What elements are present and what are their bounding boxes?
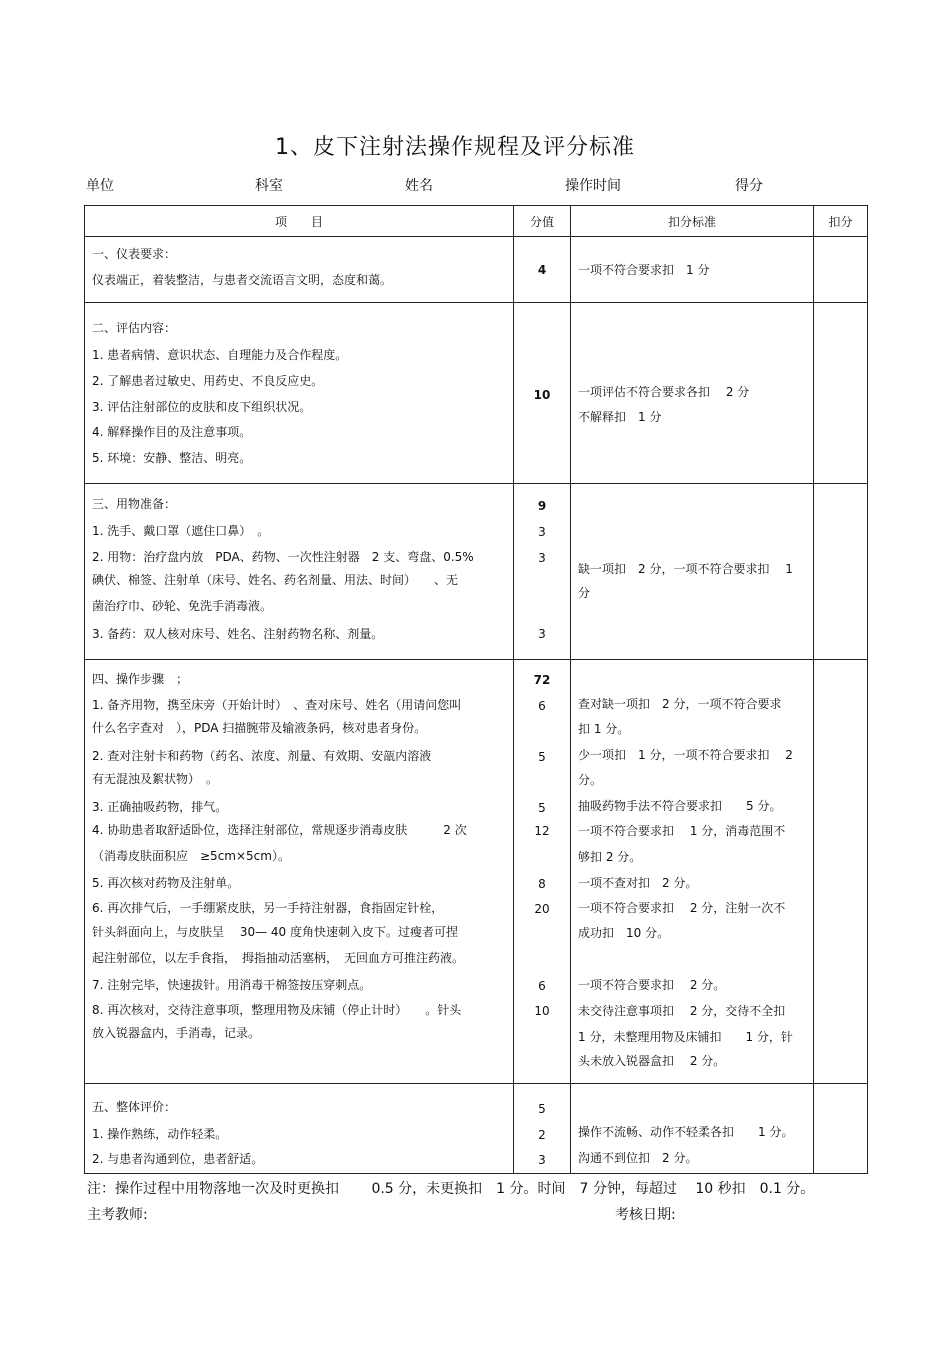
text-line: 什么名字查对 ），PDA 扫描腕带及输液条码，核对患者身份。 [92, 721, 427, 735]
operation-time-label: 操作时间 [565, 178, 621, 194]
text-line: 2. 了解患者过敏史、用药史、不良反应史。 [92, 374, 324, 388]
item-score: 10 [534, 1004, 550, 1018]
deduction-cell [814, 303, 868, 484]
text-line: 二、评估内容： [92, 321, 177, 335]
table-header-row [85, 206, 868, 237]
deduction-cell [814, 484, 868, 660]
criteria-line: 少一项扣 1 分，一项不符合要求扣 2 [578, 748, 793, 762]
text-line: 放入锐器盒内，手消毒，记录。 [92, 1026, 261, 1040]
text-line: 1. 洗手、戴口罩（遮住口鼻） 。 [92, 524, 270, 538]
text-line: 3. 正确抽吸药物，排气。 [92, 800, 228, 814]
criteria-line: 成功扣 10 分。 [578, 926, 670, 940]
text-line: 3. 评估注射部位的皮肤和皮下组织状况。 [92, 400, 312, 414]
item-score: 6 [538, 979, 546, 993]
score-label: 得分 [735, 178, 763, 194]
item-score: 12 [534, 824, 550, 838]
text-line: 2. 用物：治疗盘内放 PDA、药物、一次性注射器 2 支、弯盘、0.5% [92, 550, 474, 564]
deduction-cell [814, 660, 868, 1084]
item-score: 3 [538, 525, 546, 539]
criteria-line: 一项评估不符合要求各扣 2 分 [578, 385, 750, 399]
text-line: 四、操作步骤 ； [92, 672, 189, 686]
table-row [85, 484, 868, 660]
scoring-table [84, 205, 868, 1174]
text-line: 5. 环境：安静、整洁、明亮。 [92, 451, 252, 465]
text-line: 6. 再次排气后，一手绷紧皮肤，另一手持注射器，食指固定针栓， [92, 901, 444, 915]
item-score: 5 [538, 750, 546, 764]
document-title: 1、皮下注射法操作规程及评分标准 [275, 135, 635, 160]
col-header-deduction: 扣分 [814, 206, 868, 237]
table-row [85, 660, 868, 1084]
note-text: 注：操作过程中用物落地一次及时更换扣 0.5 分，未更换扣 1 分。时间 7 分钟，每超过 10 秒扣 0.1 分。 [87, 1181, 815, 1197]
text-line: 8. 再次核对，交待注意事项，整理用物及床铺（停止计时） 。针头 [92, 1003, 462, 1017]
item-score: 20 [534, 902, 550, 916]
text-line: 4. 协助患者取舒适卧位，选择注射部位，常规逐步消毒皮肤 2 次 [92, 823, 467, 837]
criteria-line: 1 分，未整理用物及床铺扣 1 分，针 [578, 1030, 793, 1044]
criteria-line: 沟通不到位扣 2 分。 [578, 1151, 698, 1165]
deduction-cell [814, 1084, 868, 1174]
section-score: 4 [537, 263, 547, 277]
item-score: 3 [538, 1153, 546, 1167]
item-score: 8 [538, 877, 546, 891]
item-score: 5 [538, 801, 546, 815]
criteria-line: 够扣 2 分。 [578, 850, 642, 864]
name-label: 姓名 [405, 178, 433, 194]
text-line: （消毒皮肤面积应 ≥5cm×5cm）。 [92, 849, 290, 863]
criteria-line: 扣 1 分。 [578, 722, 630, 736]
table-row [85, 1084, 868, 1174]
text-line: 起注射部位，以左手食指， 拇指抽动活塞柄， 无回血方可推注药液。 [92, 951, 465, 965]
table-row [85, 237, 868, 303]
section-score: 10 [533, 388, 551, 402]
deduction-cell [814, 237, 868, 303]
text-line: 五、整体评价： [92, 1100, 177, 1114]
text-line: 4. 解释操作目的及注意事项。 [92, 425, 252, 439]
item-score: 6 [538, 699, 546, 713]
text-line: 仪表端正，着装整洁，与患者交流语言文明，态度和蔼。 [92, 273, 393, 287]
section-score: 5 [538, 1102, 546, 1116]
section-score: 72 [533, 673, 551, 687]
criteria-line: 分。 [578, 773, 603, 787]
criteria-line: 未交待注意事项扣 2 分，交待不全扣 [578, 1004, 786, 1018]
item-score: 2 [538, 1128, 546, 1142]
text-line: 碘伏、棉签、注射单（床号、姓名、药名剂量、用法、时间） 、无 [92, 573, 459, 587]
text-line: 一、仪表要求： [92, 247, 177, 261]
text-line: 有无混浊及絮状物） 。 [92, 772, 219, 786]
table-row [85, 303, 868, 484]
criteria-line: 分 [578, 586, 591, 600]
exam-date-label: 考核日期: [615, 1207, 676, 1223]
criteria-line: 抽吸药物手法不符合要求扣 5 分。 [578, 799, 782, 813]
criteria-line: 一项不符合要求扣 2 分。 [578, 978, 726, 992]
text-line: 7. 注射完毕，快速拔针。用消毒干棉签按压穿刺点。 [92, 978, 372, 992]
text-line: 1. 备齐用物，携至床旁（开始计时） 、查对床号、姓名（用请问您叫 [92, 698, 462, 712]
department-label: 科室 [255, 178, 283, 194]
col-header-points: 分值 [514, 206, 571, 237]
unit-label: 单位 [86, 178, 114, 194]
text-line: 1. 患者病情、意识状态、自理能力及合作程度。 [92, 348, 348, 362]
criteria-line: 不解释扣 1 分 [578, 410, 662, 424]
text-line: 2. 与患者沟通到位，患者舒适。 [92, 1152, 264, 1166]
criteria-line: 一项不符合要求扣 1 分，消毒范围不 [578, 824, 786, 838]
examiner-label: 主考教师: [87, 1207, 148, 1223]
text-line: 1. 操作熟练，动作轻柔。 [92, 1127, 228, 1141]
col-header-item: 项 目 [85, 206, 514, 237]
text-line: 5. 再次核对药物及注射单。 [92, 876, 240, 890]
text-line: 三、用物准备： [92, 497, 177, 511]
item-score: 3 [538, 627, 546, 641]
criteria-line: 操作不流畅、动作不轻柔各扣 1 分。 [578, 1125, 794, 1139]
criteria-line: 缺一项扣 2 分，一项不符合要求扣 1 [578, 562, 793, 576]
criteria-line: 查对缺一项扣 2 分，一项不符合要求 [578, 697, 782, 711]
criteria-line: 一项不查对扣 2 分。 [578, 876, 698, 890]
col-header-criteria: 扣分标准 [571, 206, 814, 237]
section-score: 9 [537, 499, 547, 513]
text-line: 2. 查对注射卡和药物（药名、浓度、剂量、有效期、安瓿内溶液 [92, 749, 432, 763]
criteria-line: 头未放入锐器盒扣 2 分。 [578, 1054, 726, 1068]
text-line: 3. 备药：双人核对床号、姓名、注射药物名称、剂量。 [92, 627, 384, 641]
text-line: 菌治疗巾、砂轮、免洗手消毒液。 [92, 599, 273, 613]
criteria-line: 一项不符合要求扣 1 分 [578, 263, 710, 277]
text-line: 针头斜面向上，与皮肤呈 30— 40 度角快速刺入皮下。过瘦者可捏 [92, 925, 458, 939]
criteria-line: 一项不符合要求扣 2 分，注射一次不 [578, 901, 786, 915]
item-score: 3 [538, 551, 546, 565]
